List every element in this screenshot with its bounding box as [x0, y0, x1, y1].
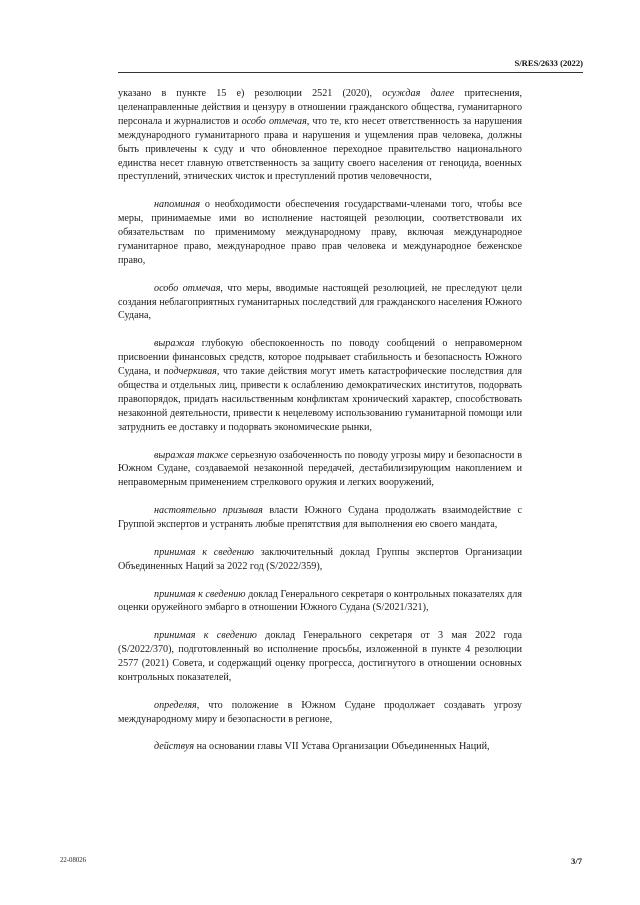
paragraph-text: доклад Генерального секретаря от 3 мая 2022 года (S/2022/370), подготовленный во исполнение просьбы, изложенной в пункте 4 резолюции 2577 (2021) Совета, и содержащий оценку прогресса, достигнутого в отношении основных контрольных показателей,: [118, 630, 522, 683]
paragraph-text: серьезную озабоченность по поводу угрозы миру и безопасности в Южном Судане, создаваемой незаконной передачей, дестабилизирующим накоплением и неправомерным применением стрелкового оружия и легких вооружений,: [118, 449, 522, 489]
preamble-keyword: напоминая: [154, 199, 201, 211]
preamble-keyword: настоятельно призывая: [154, 505, 263, 517]
paragraph-text: указано в пункте 15 е) резолюции 2521 (2020),: [118, 88, 383, 99]
preamble-keyword: принимая к сведению: [154, 630, 257, 642]
paragraph-text: притеснения, целенаправленные действия и цензуру в отношении гражданского общества, гуманитарного персонала и журналистов и: [118, 88, 522, 127]
preamble-paragraph-4: [118, 337, 522, 434]
preamble-keyword: выражая также: [154, 449, 229, 461]
resolution-body: [118, 87, 522, 754]
paragraph-text: власти Южного Судана продолжать взаимодействие с Группой экспертов и устранять любые препятствия для выполнения ею своего мандата,: [118, 505, 522, 531]
preamble-paragraph-5: [118, 449, 522, 491]
paragraph-text: , что положение в Южном Судане продолжает создавать угрозу международному миру и безопасности в регионе,: [118, 699, 522, 725]
paragraph-text: заключительный доклад Группы экспертов Организации Объединенных Наций за 2022 год (S/2022/359),: [118, 546, 522, 572]
document-symbol: S/RES/2633 (2022): [514, 58, 583, 68]
preamble-keyword: принимая к сведению: [154, 588, 246, 600]
paragraph-text: , что меры, вводимые настоящей резолюцией, не преследуют цели создания неблагоприятных гуманитарных последствий для гражданского населения Южного Судана,: [118, 282, 522, 322]
page-number: 3/7: [571, 856, 582, 866]
preamble-paragraph-1: [118, 87, 522, 184]
paragraph-text: , что те, кто несет ответственность за нарушения международного гуманитарного права и нарушения и ущемления прав человека, должны быть привлечены к суду и что обновленное переходное правительство национального единства несет главную ответственность за защиту своего населения от геноцида, военных преступлений, этнических чисток и преступлений против человечности,: [118, 115, 522, 183]
header-rule: [118, 72, 583, 73]
paragraph-text: о необходимости обеспечения государствами-членами того, чтобы все меры, принимаемые ими во исполнение настоящей резолюции, соответствовали их обязательствам по применимому международному праву, включая международное гуманитарное право, международное право прав человека и международное беженское право,: [118, 199, 522, 266]
preamble-paragraph-7: [118, 546, 522, 574]
operative-keyword: подчеркивая: [163, 366, 217, 378]
operative-keyword: осуждая далее: [382, 88, 455, 99]
preamble-paragraph-2: [118, 198, 522, 268]
preamble-paragraph-6: [118, 504, 522, 532]
paragraph-text: глубокую обеспокоенность по поводу сообщений о неправомерном присвоении финансовых средств, которое подрывает стабильность и безопасность Южного Судана, и: [118, 338, 522, 378]
paragraph-text: доклад Генерального секретаря о контрольных показателях для оценки оружейного эмбарго в отношении Южного Судана (S/2021/321),: [118, 588, 522, 614]
paragraph-text: на основании главы VII Устава Организации Объединенных Наций,: [194, 741, 490, 753]
preamble-paragraph-3: [118, 282, 522, 324]
preamble-keyword: выражая: [154, 338, 195, 350]
document-number: 22-08026: [60, 857, 87, 864]
operative-keyword: особо отмечая: [241, 115, 307, 127]
preamble-paragraph-8: [118, 588, 522, 616]
preamble-paragraph-10: [118, 699, 522, 727]
paragraph-text: , что такие действия могут иметь катастрофические последствия для общества и отдельных лиц, привести к ослаблению демократических институтов, подорвать правопорядок, придать насильственным конфликтам хронический характер, способствовать незаконной деятельности, привести к нецелевому использованию гуманитарной помощи или затруднить ее доставку и подорвать экономические рынки,: [118, 366, 522, 433]
preamble-keyword: определяя: [154, 699, 197, 711]
preamble-keyword: принимая к сведению: [154, 546, 254, 558]
preamble-keyword: действуя: [154, 741, 195, 753]
preamble-paragraph-11: [118, 740, 522, 754]
preamble-keyword: особо отмечая: [154, 282, 221, 294]
preamble-paragraph-9: [118, 629, 522, 685]
